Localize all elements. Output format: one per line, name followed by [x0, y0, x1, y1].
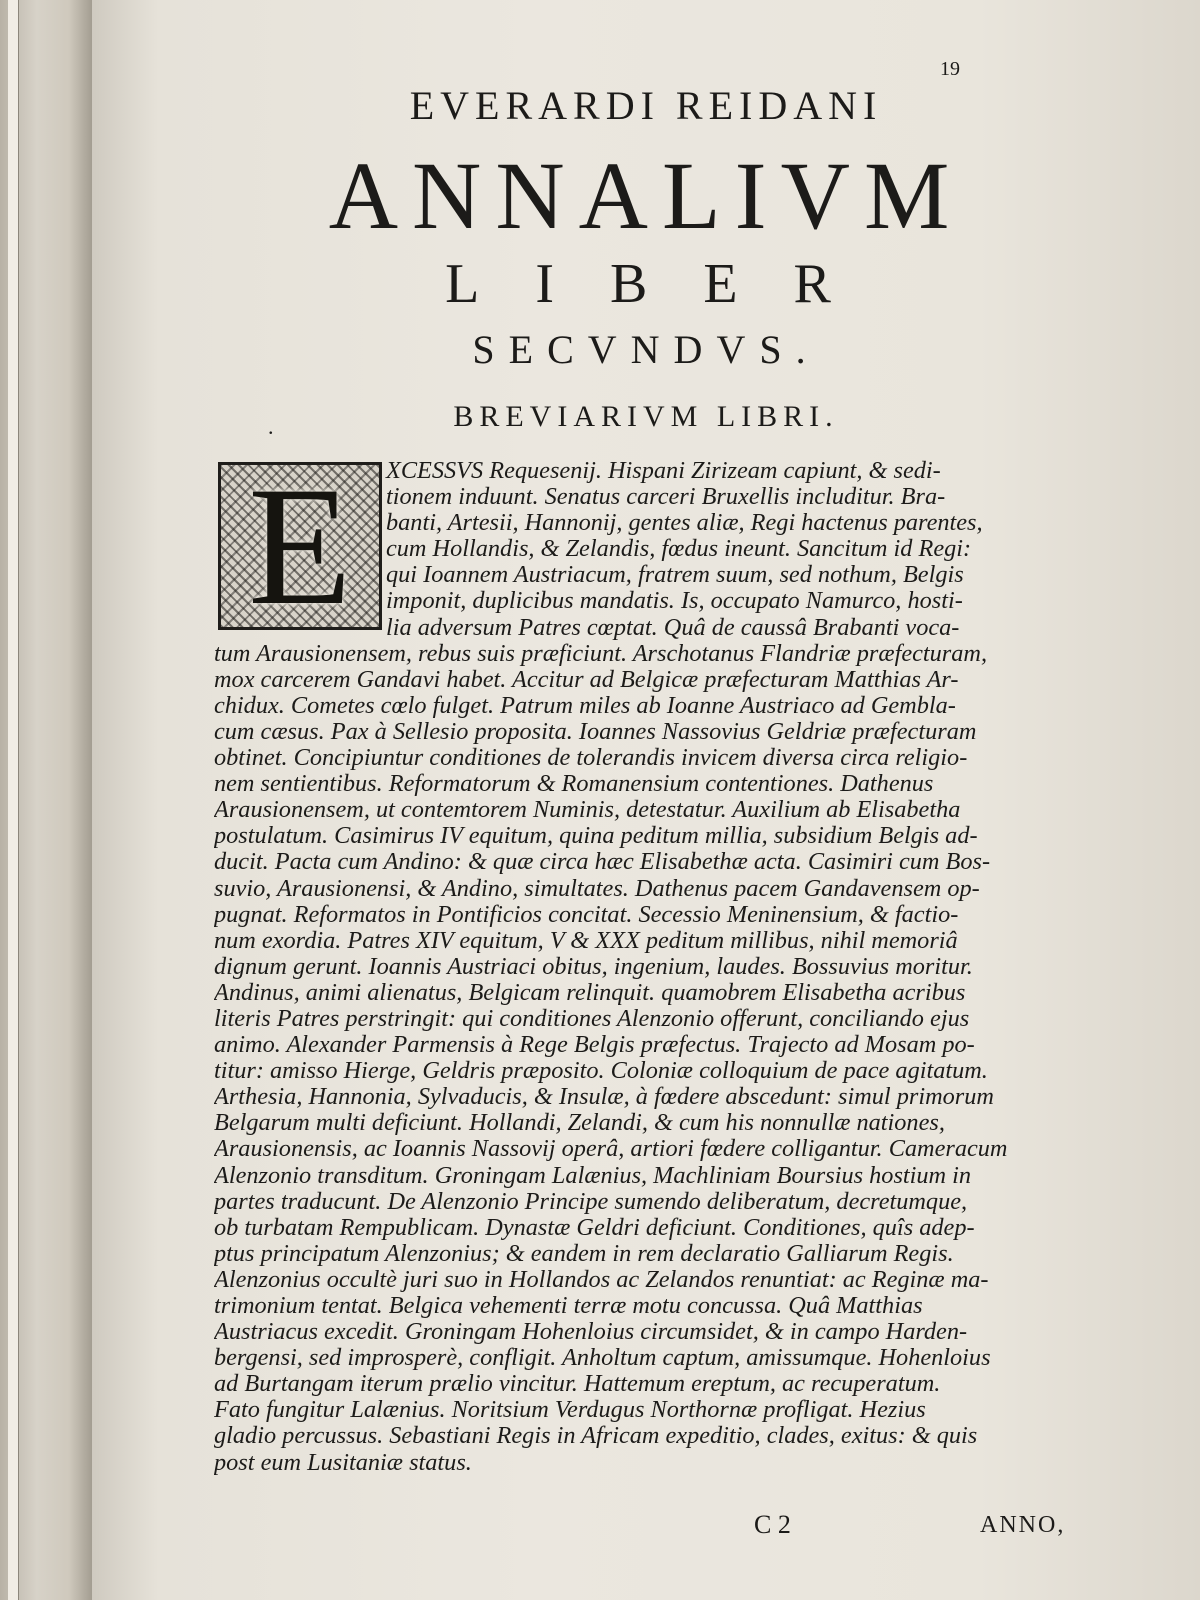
text-line: partes traducunt. De Alenzonio Principe sumendo deliberatum, decretumque, — [214, 1188, 968, 1215]
text-line: imponit, duplicibus mandatis. Is, occupato Namurco, hosti- — [386, 588, 963, 615]
book-label: LIBER — [445, 253, 887, 315]
section-heading — [92, 400, 1200, 439]
page-number: 19 — [940, 58, 960, 80]
previous-page-edge — [0, 0, 92, 1600]
text-line: Alenzonius occultè juri suo in Hollandos ac Zelandos renuntiat: ac Reginæ ma- — [214, 1266, 989, 1293]
text-line: chidux. Cometes cœlo fulget. Patrum miles ab Ioanne Austriaco ad Gembla- — [214, 692, 956, 719]
text-line: ad Burtangam iterum prælio vincitur. Hattemum ereptum, ac recuperatum. — [214, 1371, 941, 1398]
book-page — [92, 0, 1200, 1600]
text-line: XCESSVS Requesenij. Hispani Zirizeam capiunt, & sedi- — [386, 458, 941, 484]
catchword: ANNO, — [980, 1512, 1066, 1538]
text-line: trimonium tentat. Belgica vehementi terræ motu concussa. Quâ Matthias — [214, 1293, 923, 1319]
text-line: banti, Artesii, Hannonij, gentes aliæ, Regi hactenus parentes, — [386, 510, 983, 537]
text-line: titur: amisso Hierge, Geldris præposito. Coloniæ colloquium de pace agitatum. — [214, 1058, 988, 1085]
text-line: Fato fungitur Lalænius. Noritsium Verdugus Northornæ profligat. Hezius — [214, 1397, 926, 1424]
text-line: obtinet. Concipiuntur conditiones de tolerandis invicem diversa circa religio- — [214, 745, 968, 772]
text-line: tum Arausionensem, rebus suis præficiunt. Arschotanus Flandriæ præfecturam, — [214, 640, 988, 667]
text-line: gladio percussus. Sebastiani Regis in Africam expeditio, clades, exitus: & quis — [214, 1423, 978, 1450]
text-line: post eum Lusitaniæ status. — [214, 1449, 472, 1476]
text-line: pugnat. Reformatos in Pontificios concitat. Secessio Meninensium, & factio- — [214, 901, 959, 928]
text-line: Alenzonio transditum. Groningam Lalænius, Machliniam Boursius hostium in — [214, 1162, 972, 1189]
book-number-heading: SECVNDVS. — [472, 327, 820, 372]
section-heading-text: BREVIARIVM LIBRI. — [453, 400, 839, 433]
text-line: qui Ioannem Austriacum, fratrem suum, sed nothum, Belgis — [386, 562, 964, 589]
text-line: Belgarum multi deficiunt. Hollandi, Zelandi, & cum his nonnullæ nationes, — [214, 1110, 945, 1137]
text-line: ptus principatum Alenzonius; & eandem in rem declaratio Galliarum Regis. — [214, 1240, 954, 1267]
text-line: mox carcerem Gandavi habet. Accitur ad Belgicæ præfecturam Matthias Ar- — [214, 666, 959, 693]
text-line: cum cæsus. Pax à Sellesio proposita. Ioannes Nassovius Geldriæ præfecturam — [214, 718, 977, 745]
heading-mark: . — [268, 414, 280, 439]
text-line: Arthesia, Hannonia, Sylvaducis, & Insulæ, à fœdere abscedunt: simul primorum — [214, 1084, 994, 1111]
drop-cap-letter: E — [248, 452, 352, 640]
text-line: lia adversum Patres cœptat. Quâ de caussâ Brabanti voca- — [386, 614, 960, 641]
page-edge-strip — [8, 0, 19, 1600]
page-title: ANNALIVM — [328, 142, 964, 249]
summary-text — [214, 452, 1074, 1476]
text-line: Austriacus excedit. Groningam Hohenloius circumsidet, & in campo Harden- — [214, 1319, 968, 1346]
text-line: nem sentientibus. Reformatorum & Romanensium contentiones. Dathenus — [214, 771, 934, 798]
text-line: num exordia. Patres XIV equitum, V & XXX peditum millibus, nihil memoriâ — [214, 927, 958, 954]
author-heading: EVERARDI REIDANI — [409, 83, 883, 128]
text-line: suvio, Arausionensi, & Andino, simultates. Dathenus pacem Gandavensem op- — [214, 875, 980, 902]
text-line: animo. Alexander Parmensis à Rege Belgis præfectus. Trajecto ad Mosam po- — [214, 1032, 975, 1059]
text-line: tionem induunt. Senatus carceri Bruxellis includitur. Bra- — [386, 484, 946, 511]
text-line: Andinus, animi alienatus, Belgicam relinquit. quamobrem Elisabetha acribus — [214, 979, 966, 1006]
text-line: Arausionensis, ac Ioannis Nassovij operâ, artiori fœdere colligantur. Cameracum — [214, 1136, 1008, 1163]
text-line: bergensi, sed improsperè, confligit. Anholtum captum, amissumque. Hohenloius — [214, 1345, 991, 1372]
text-line: ducit. Pacta cum Andino: & quæ circa hæc Elisabethæ acta. Casimiri cum Bos- — [214, 849, 991, 876]
text-line: postulatum. Casimirus IV equitum, quina peditum millia, subsidium Belgis ad- — [214, 823, 978, 850]
text-line: cum Hollandis, & Zelandis, fœdus ineunt. Sancitum id Regi: — [386, 536, 972, 563]
signature-mark: C 2 — [754, 1510, 791, 1539]
text-line: literis Patres perstringit: qui conditiones Alenzonio offerunt, conciliando ejus — [214, 1005, 970, 1032]
text-line: ob turbatam Rempublicam. Dynastæ Geldri deficiunt. Conditiones, quîs adep- — [214, 1214, 975, 1241]
text-line: Arausionensem, ut contemtorem Numinis, detestatur. Auxilium ab Elisabetha — [214, 797, 961, 824]
text-line: dignum gerunt. Ioannis Austriaci obitus, ingenium, laudes. Bossuvius moritur. — [214, 953, 973, 980]
